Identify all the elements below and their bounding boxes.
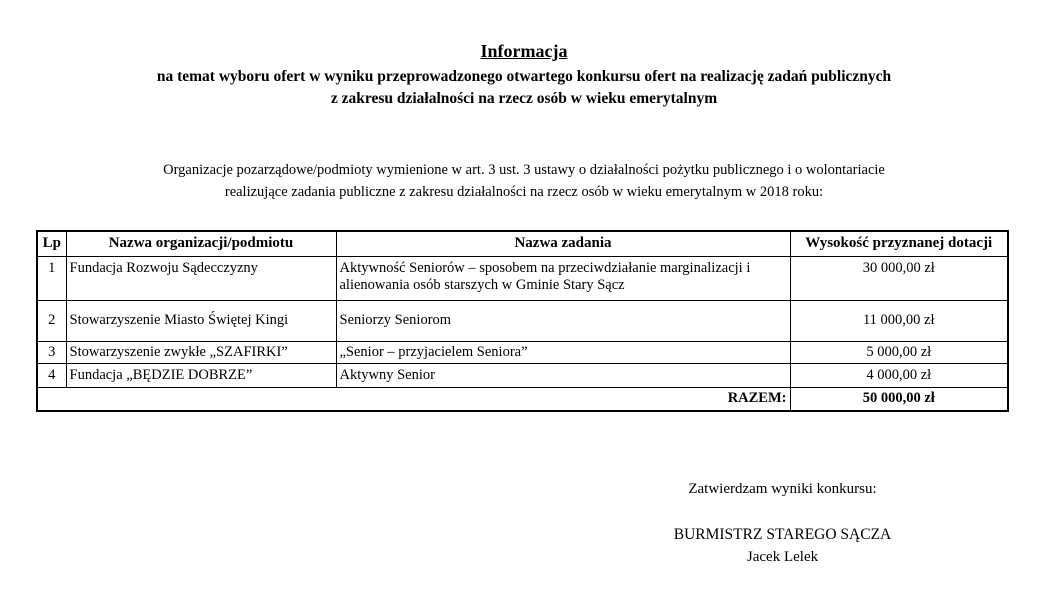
cell-organization: Stowarzyszenie Miasto Świętej Kingi bbox=[66, 300, 336, 341]
grants-table bbox=[36, 230, 1009, 412]
cell-organization: Fundacja „BĘDZIE DOBRZE” bbox=[66, 363, 336, 387]
cell-organization: Stowarzyszenie zwykłe „SZAFIRKI” bbox=[66, 341, 336, 363]
cell-grant: 5 000,00 zł bbox=[790, 341, 1008, 363]
cell-grant: 11 000,00 zł bbox=[790, 300, 1008, 341]
cell-grant: 4 000,00 zł bbox=[790, 363, 1008, 387]
table-row bbox=[37, 300, 1008, 341]
intro-line-2: realizujące zadania publiczne z zakresu działalności na rzecz osób w wieku emerytalnym w 2018 roku: bbox=[224, 184, 824, 200]
cell-lp: 3 bbox=[37, 341, 66, 363]
table-header-row bbox=[37, 231, 1008, 256]
header-lp: Lp bbox=[37, 231, 66, 256]
header-task: Nazwa zadania bbox=[336, 231, 790, 256]
table-row bbox=[37, 256, 1008, 300]
intro-paragraph bbox=[0, 159, 1048, 203]
cell-lp: 1 bbox=[37, 256, 66, 300]
subtitle-line-1: na temat wyboru ofert w wyniku przeprowadzonego otwartego konkursu ofert na realizację zadań publicznych bbox=[156, 68, 892, 85]
total-label: RAZEM: bbox=[37, 387, 790, 411]
approval-statement: Zatwierdzam wyniki konkursu: bbox=[688, 481, 877, 497]
cell-task: Aktywny Senior bbox=[336, 363, 790, 387]
table-row bbox=[37, 363, 1008, 387]
cell-organization: Fundacja Rozwoju Sądecczyzny bbox=[66, 256, 336, 300]
header-grant: Wysokość przyznanej dotacji bbox=[790, 231, 1008, 256]
document-header bbox=[0, 41, 1048, 110]
table-row bbox=[37, 341, 1008, 363]
cell-task: „Senior – przyjacielem Seniora” bbox=[336, 341, 790, 363]
cell-lp: 2 bbox=[37, 300, 66, 341]
signer-name: Jacek Lelek bbox=[746, 549, 819, 565]
page-subtitle bbox=[0, 66, 1048, 110]
cell-lp: 4 bbox=[37, 363, 66, 387]
subtitle-line-2: z zakresu działalności na rzecz osób w wieku emerytalnym bbox=[330, 90, 718, 107]
signature-block bbox=[550, 481, 1015, 566]
cell-task: Aktywność Seniorów – sposobem na przeciwdziałanie marginalizacji i alienowania osób starszych w Gminie Stary Sącz bbox=[336, 256, 790, 300]
cell-task: Seniorzy Seniorom bbox=[336, 300, 790, 341]
header-organization: Nazwa organizacji/podmiotu bbox=[66, 231, 336, 256]
cell-grant: 30 000,00 zł bbox=[790, 256, 1008, 300]
table-total-row bbox=[37, 387, 1008, 411]
page-title: Informacja bbox=[480, 41, 568, 61]
intro-line-1: Organizacje pozarządowe/podmioty wymienione w art. 3 ust. 3 ustawy o działalności pożytku publicznego i o wolontariacie bbox=[163, 162, 885, 178]
total-value: 50 000,00 zł bbox=[790, 387, 1008, 411]
signer-title: BURMISTRZ STAREGO SĄCZA bbox=[673, 526, 892, 543]
